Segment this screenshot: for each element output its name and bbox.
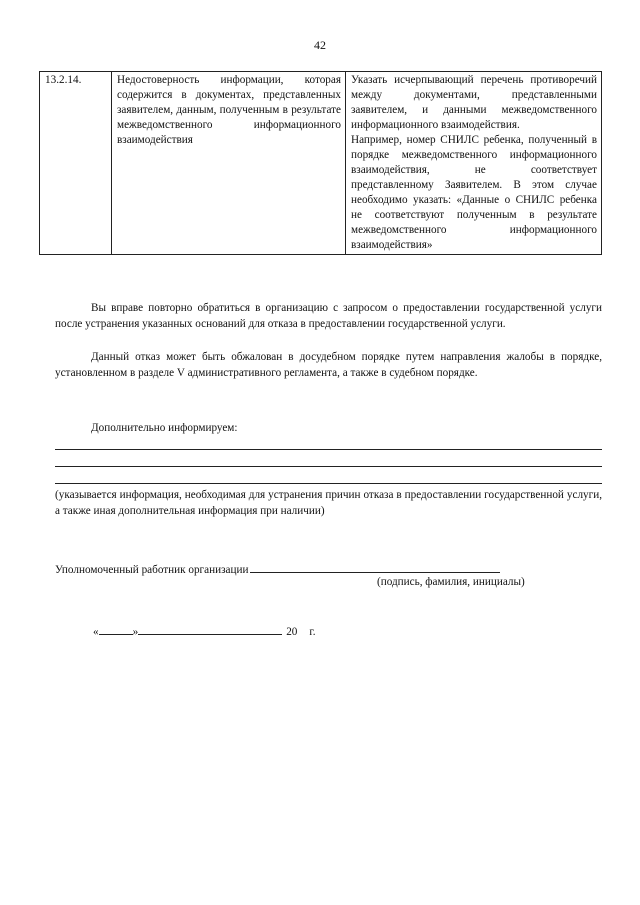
refusal-reasons-table — [39, 71, 602, 255]
day-blank — [99, 623, 133, 635]
year-suffix: г. — [309, 626, 316, 638]
additional-info-line — [55, 466, 602, 467]
signature-caption: (подпись, фамилия, инициалы) — [377, 576, 525, 588]
additional-info-line — [55, 449, 602, 450]
appeal-paragraph: Данный отказ может быть обжалован в досудебном порядке путем направления жалобы в порядке, установленном в разделе V административного регламента, а также в судебном порядке. — [55, 351, 602, 379]
date-close-quote: » — [132, 626, 139, 638]
signature-blank — [250, 561, 500, 573]
additional-info-hint: (указывается информация, необходимая для устранения причин отказа в предоставлении государственной услуги, а также иная дополнительная информация при наличии) — [55, 489, 602, 517]
additional-info-label: Дополнительно информируем: — [91, 422, 238, 434]
explanation-cell — [346, 72, 602, 255]
year-prefix: 20 — [286, 626, 298, 638]
explanation-example: Например, номер СНИЛС ребенка, полученный в порядке межведомственного информационного взаимодействия, не соответствует представленному Заявителем. В этом случае необходимо указать: «Данные о СНИЛС ребенка не соответствуют полученным в результате межведомственного информационного взаимодействия» — [351, 134, 597, 251]
explanation-text: Указать исчерпывающий перечень противоречий между документами, представленными заявителем, и данными межведомственного информационного взаимодействия. — [351, 74, 597, 131]
reapply-paragraph: Вы вправе повторно обратиться в организацию с запросом о предоставлении государственной услуги после устранения указанных оснований для отказа в предоставлении государственной услуги. — [55, 302, 602, 330]
signature-row — [55, 561, 500, 576]
reason-number-cell: 13.2.14. — [40, 72, 112, 255]
additional-info-line — [55, 483, 602, 484]
month-blank — [138, 623, 282, 635]
table-row — [40, 72, 602, 255]
date-row — [93, 623, 316, 638]
reason-text-cell: Недостоверность информации, которая содержится в документах, представленных заявителем, данным, полученным в результате межведомственного информационного взаимодействия — [112, 72, 346, 255]
signature-label: Уполномоченный работник организации — [55, 564, 249, 576]
page-number: 42 — [314, 38, 326, 52]
date-open-quote: « — [93, 626, 99, 638]
